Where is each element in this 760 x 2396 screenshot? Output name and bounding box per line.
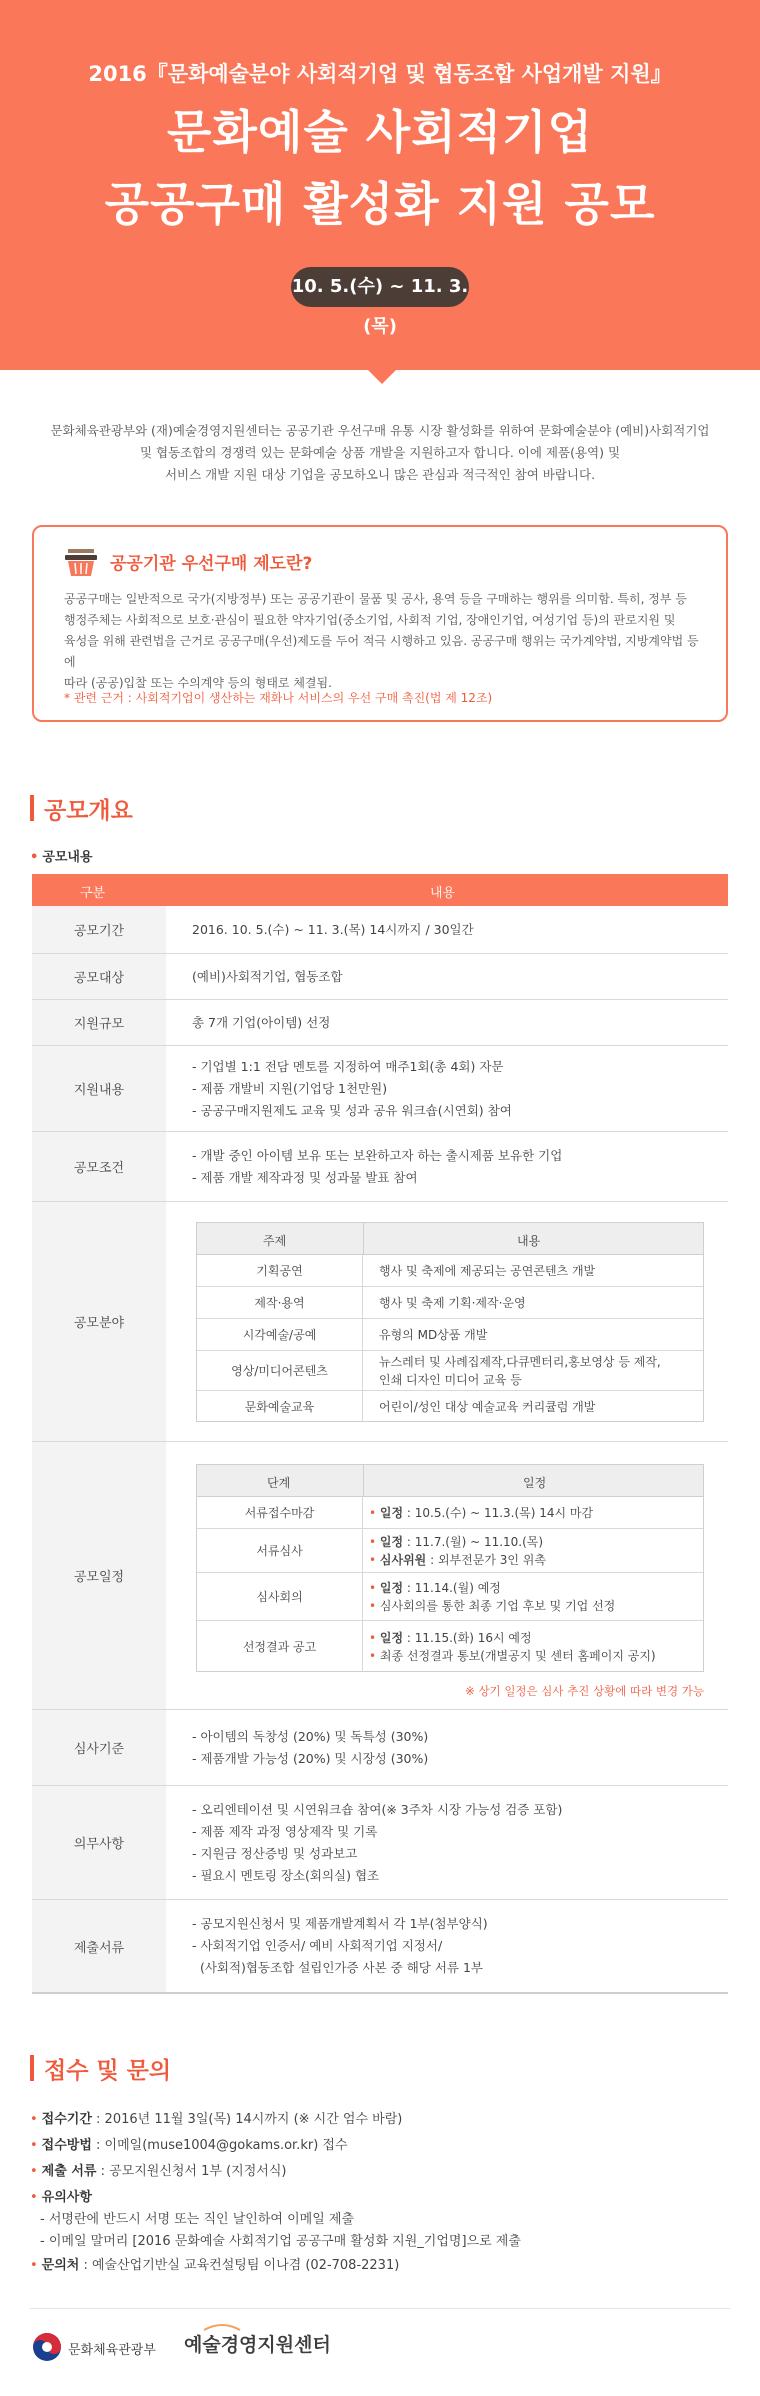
row-content bbox=[192, 1132, 562, 1201]
schedule-note: ※ 상기 일정은 심사 추진 상황에 따라 변경 가능 bbox=[465, 1684, 704, 1698]
hero-title-line1: 문화예술 사회적기업 bbox=[167, 105, 593, 159]
row-label: 의무사항 bbox=[32, 1786, 166, 1899]
hero-subtitle: 2016『문화예술분야 사회적기업 및 협동조합 사업개발 지원』 bbox=[88, 62, 672, 86]
field-text: 뉴스레터 및 사례집제작,다큐멘터리,홍보영상 등 제작, bbox=[379, 1354, 661, 1369]
field-text: 행사 및 축제에 제공되는 공연콘텐츠 개발 bbox=[379, 1263, 596, 1278]
schedule-row bbox=[197, 1529, 703, 1573]
contact-line: • 제출 서류 : 공모지원신청서 1부 (지정서식) bbox=[30, 2164, 287, 2179]
row-text: - 제품개발 가능성 (20%) 및 시장성 (30%) bbox=[192, 1750, 429, 1766]
field-row bbox=[197, 1255, 703, 1287]
field-head-content: 내용 bbox=[517, 1234, 541, 1248]
period-badge: 10. 5.(수) ~ 11. 3.(목) bbox=[291, 267, 469, 307]
contact-line: • 접수기간 : 2016년 11월 3일(목) 14시까지 (※ 시간 엄수 바람) bbox=[30, 2112, 403, 2127]
contact-value: : 이메일(muse1004@gokams.or.kr) 접수 bbox=[91, 2138, 348, 2153]
row-text: - 공공구매지원제도 교육 및 성과 공유 워크숍(시연회) 참여 bbox=[192, 1102, 512, 1118]
row-label: 공모일정 bbox=[32, 1442, 166, 1709]
field-topic: 제작·용역 bbox=[197, 1287, 363, 1318]
contact-value: : 공모지원신청서 1부 (지정서식) bbox=[96, 2164, 287, 2179]
schedule-value: 심사회의를 통한 최종 기업 후보 및 기업 선정 bbox=[379, 1598, 616, 1613]
row-text: - 지원금 정산증빙 및 성과보고 bbox=[192, 1845, 358, 1861]
gokams-logo: 예술경영지원센터 bbox=[184, 2334, 331, 2356]
schedule-head-date: 일정 bbox=[523, 1476, 547, 1490]
row-text: - 제품 개발비 지원(기업당 1천만원) bbox=[192, 1080, 388, 1096]
field-content bbox=[379, 1287, 526, 1318]
field-content bbox=[379, 1319, 487, 1350]
contact-line: • 문의처 : 예술산업기반실 교육컨설팅팀 이나겸 (02-708-2231) bbox=[30, 2258, 400, 2273]
hero-pointer bbox=[368, 370, 396, 384]
row-label: 지원내용 bbox=[32, 1046, 166, 1131]
schedule-text: • 일정 : 10.5.(수) ~ 11.3.(목) 14시 마감 bbox=[369, 1505, 594, 1520]
row-label: 공모기간 bbox=[32, 906, 166, 953]
section-title-contact: 접수 및 문의 bbox=[44, 2058, 172, 2084]
row-text: - 오리엔테이션 및 시연워크숍 참여(※ 3주차 시장 가능성 검증 포함) bbox=[192, 1801, 563, 1817]
contact-value: : 2016년 11월 3일(목) 14시까지 (※ 시간 엄수 바람) bbox=[91, 2112, 403, 2127]
schedule-text: • 일정 : 11.15.(화) 16시 예정 bbox=[369, 1630, 532, 1645]
contact-value: : 예술산업기반실 교육컨설팅팀 이나겸 (02-708-2231) bbox=[79, 2258, 400, 2273]
row-text: - 제품 제작 과정 영상제작 및 기록 bbox=[192, 1823, 378, 1839]
table-row bbox=[32, 1786, 728, 1900]
table-header bbox=[32, 874, 728, 906]
schedule-row bbox=[197, 1621, 703, 1672]
field-row bbox=[197, 1391, 703, 1422]
section-marker bbox=[30, 795, 34, 821]
row-text: - 제품 개발 제작과정 및 성과물 발표 참여 bbox=[192, 1169, 418, 1185]
table-row bbox=[32, 1046, 728, 1132]
intro-line: 문화체육관광부와 (재)예술경영지원센터는 공공기관 우선구매 유통 시장 활성화를 위하여 문화예술분야 (예비)사회적기업 bbox=[50, 423, 710, 438]
row-text: - 기업별 1:1 전담 멘토를 지정하여 매주1회(총 4회) 자문 bbox=[192, 1058, 504, 1074]
schedule-key: 일정 bbox=[379, 1534, 404, 1549]
gokams-logo-mark-icon bbox=[202, 2322, 242, 2332]
row-label: 공모분야 bbox=[32, 1202, 166, 1441]
contact-key: 접수기간 bbox=[41, 2112, 92, 2127]
field-topic: 문화예술교육 bbox=[197, 1391, 363, 1422]
schedule-row bbox=[197, 1573, 703, 1621]
section-marker bbox=[30, 2055, 34, 2081]
row-text: - 공모지원신청서 및 제품개발계획서 각 1부(첨부양식) bbox=[192, 1916, 488, 1931]
contact-key: 제출 서류 bbox=[41, 2164, 97, 2179]
field-row bbox=[197, 1287, 703, 1319]
schedule-text: • 심사위원 : 외부전문가 3인 위촉 bbox=[369, 1552, 546, 1567]
row-text: 2016. 10. 5.(수) ~ 11. 3.(목) 14시까지 / 30일간 bbox=[192, 921, 474, 937]
row-content bbox=[192, 906, 474, 953]
field-text: 어린이/성인 대상 예술교육 커리큘럼 개발 bbox=[379, 1399, 596, 1414]
schedule-key: 일정 bbox=[379, 1505, 404, 1520]
field-row bbox=[197, 1351, 703, 1391]
row-label: 공모대상 bbox=[32, 954, 166, 999]
contact-key: 접수방법 bbox=[41, 2138, 92, 2153]
row-content bbox=[192, 1900, 488, 1992]
row-content bbox=[192, 954, 343, 999]
row-text: (사회적)협동조합 설립인가증 사본 중 해당 서류 1부 bbox=[192, 1960, 483, 1975]
field-topic: 시각예술/공예 bbox=[197, 1319, 363, 1350]
field-content bbox=[379, 1391, 595, 1422]
row-label: 공모조건 bbox=[32, 1132, 166, 1201]
contact-key: 문의처 bbox=[41, 2258, 80, 2273]
table-row bbox=[32, 906, 728, 954]
schedule-stage: 선정결과 공고 bbox=[197, 1621, 363, 1672]
schedule-value: : 10.5.(수) ~ 11.3.(목) 14시 마감 bbox=[403, 1505, 594, 1520]
field-table-header bbox=[197, 1223, 703, 1255]
schedule-row bbox=[197, 1497, 703, 1529]
schedule-value: : 11.15.(화) 16시 예정 bbox=[403, 1630, 532, 1645]
info-line: 행정주체는 사회적으로 보호·관심이 필요한 약자기업(중소기업, 사회적 기업, 장애인기업, 여성기업 등)의 판로지원 및 bbox=[64, 613, 676, 627]
schedule-stage: 서류심사 bbox=[197, 1529, 363, 1572]
row-text: - 개발 중인 아이템 보유 또는 보완하고자 하는 출시제품 보유한 기업 bbox=[192, 1147, 563, 1163]
table-row bbox=[32, 1132, 728, 1202]
divider bbox=[363, 1223, 364, 1255]
field-topic: 영상/미디어콘텐츠 bbox=[197, 1351, 363, 1390]
row-label: 심사기준 bbox=[32, 1710, 166, 1785]
schedule-text: • 심사회의를 통한 최종 기업 후보 및 기업 선정 bbox=[369, 1598, 616, 1613]
hero-banner bbox=[0, 0, 760, 370]
row-label: 지원규모 bbox=[32, 1000, 166, 1045]
row-text: - 필요시 멘토링 장소(회의실) 협조 bbox=[192, 1867, 380, 1883]
contact-line: • 접수방법 : 이메일(muse1004@gokams.or.kr) 접수 bbox=[30, 2138, 348, 2153]
table-row bbox=[32, 1900, 728, 1994]
bullet-label bbox=[30, 846, 93, 865]
schedule-text: • 일정 : 11.7.(월) ~ 11.10.(목) bbox=[369, 1534, 544, 1549]
row-label: 제출서류 bbox=[32, 1900, 166, 1992]
footer-divider bbox=[30, 2308, 730, 2309]
intro-line: 및 협동조합의 경쟁력 있는 문화예술 상품 개발을 지원하고자 합니다. 이에 제품(용역) 및 bbox=[139, 445, 621, 460]
ministry-logo-icon bbox=[32, 2332, 62, 2362]
contact-key: 유의사항 bbox=[41, 2190, 92, 2205]
table-row bbox=[32, 1000, 728, 1046]
field-table bbox=[196, 1222, 704, 1422]
table-row bbox=[32, 1710, 728, 1786]
intro-line: 서비스 개발 지원 대상 기업을 공모하오니 많은 관심과 적극적인 참여 바랍니다. bbox=[164, 467, 596, 482]
field-head-topic: 주제 bbox=[263, 1234, 287, 1248]
schedule-content bbox=[369, 1529, 546, 1572]
field-content bbox=[379, 1255, 595, 1286]
contact-subline: - 서명란에 반드시 서명 또는 직인 날인하여 이메일 제출 bbox=[40, 2212, 355, 2227]
field-content bbox=[379, 1351, 661, 1390]
info-line: 육성을 위해 관련법을 근거로 공공구매(우선)제도를 두어 적극 시행하고 있음. 공공구매 행위는 국가계약법, 지방계약법 등에 bbox=[64, 634, 699, 669]
schedule-table-header bbox=[197, 1465, 703, 1497]
field-text: 행사 및 축제 기획·제작·운영 bbox=[379, 1295, 526, 1310]
field-text: 유형의 MD상품 개발 bbox=[379, 1327, 488, 1342]
row-content bbox=[192, 1000, 330, 1045]
info-box-note: * 관련 근거 : 사회적기업이 생산하는 재화나 서비스의 우선 구매 촉진(법 제 12조) bbox=[64, 691, 493, 705]
schedule-stage: 심사회의 bbox=[197, 1573, 363, 1620]
schedule-value: : 11.14.(월) 예정 bbox=[403, 1580, 501, 1595]
schedule-content bbox=[369, 1497, 593, 1528]
field-topic: 기획공연 bbox=[197, 1255, 363, 1286]
info-box-title: 공공기관 우선구매 제도란? bbox=[110, 554, 313, 574]
row-content bbox=[192, 1710, 428, 1785]
info-line: 따라 (공공)입찰 또는 수의계약 등의 형태로 체결됨. bbox=[64, 676, 332, 690]
row-text: - 사회적기업 인증서/ 예비 사회적기업 지정서/ bbox=[192, 1938, 443, 1953]
table-header-col1: 구분 bbox=[80, 886, 106, 901]
row-text: 총 7개 기업(아이템) 선정 bbox=[192, 1014, 331, 1030]
row-content bbox=[192, 1046, 512, 1131]
table-row bbox=[32, 954, 728, 1000]
row-text: - 아이템의 독창성 (20%) 및 독특성 (30%) bbox=[192, 1728, 429, 1744]
schedule-text: • 최종 선정결과 통보(개별공지 및 센터 홈페이지 공지) bbox=[369, 1648, 656, 1663]
hero-title-line2: 공공구매 활성화 지원 공모 bbox=[104, 177, 656, 231]
schedule-table bbox=[196, 1464, 704, 1672]
row-content bbox=[192, 1786, 562, 1899]
contact-line: • 유의사항 bbox=[30, 2190, 92, 2205]
row-text: (예비)사회적기업, 협동조합 bbox=[192, 968, 343, 984]
schedule-content bbox=[369, 1621, 656, 1672]
ministry-logo-text: 문화체육관광부 bbox=[68, 2343, 156, 2358]
schedule-content bbox=[369, 1573, 615, 1620]
bullet-dot: • bbox=[30, 850, 39, 865]
contact-subline: - 이메일 말머리 [2016 문화예술 사회적기업 공공구매 활성화 지원_기업명]으로 제출 bbox=[40, 2234, 521, 2249]
schedule-value: 최종 선정결과 통보(개별공지 및 센터 홈페이지 공지) bbox=[379, 1648, 656, 1663]
bullet-text: 공모내용 bbox=[42, 850, 93, 865]
field-row bbox=[197, 1319, 703, 1351]
schedule-value: : 11.7.(월) ~ 11.10.(목) bbox=[403, 1534, 544, 1549]
schedule-key: 일정 bbox=[379, 1580, 404, 1595]
info-box-body bbox=[64, 589, 704, 694]
table-header-col2: 내용 bbox=[430, 886, 456, 901]
schedule-stage: 서류접수마감 bbox=[197, 1497, 363, 1528]
info-line: 공공구매는 일반적으로 국가(지방정부) 또는 공공기관이 물품 및 공사, 용역 등을 구매하는 행위를 의미함. 특히, 정부 등 bbox=[64, 592, 687, 606]
field-text: 인쇄 디자인 미디어 교육 등 bbox=[379, 1372, 522, 1387]
schedule-key: 심사위원 bbox=[379, 1552, 427, 1567]
info-box bbox=[32, 525, 728, 722]
schedule-head-stage: 단계 bbox=[267, 1476, 291, 1490]
schedule-value: : 외부전문가 3인 위촉 bbox=[426, 1552, 546, 1567]
schedule-key: 일정 bbox=[379, 1630, 404, 1645]
basket-icon bbox=[64, 547, 98, 577]
section-title-overview: 공모개요 bbox=[44, 798, 133, 824]
divider bbox=[363, 1465, 364, 1497]
schedule-text: • 일정 : 11.14.(월) 예정 bbox=[369, 1580, 501, 1595]
intro-text bbox=[30, 420, 730, 486]
